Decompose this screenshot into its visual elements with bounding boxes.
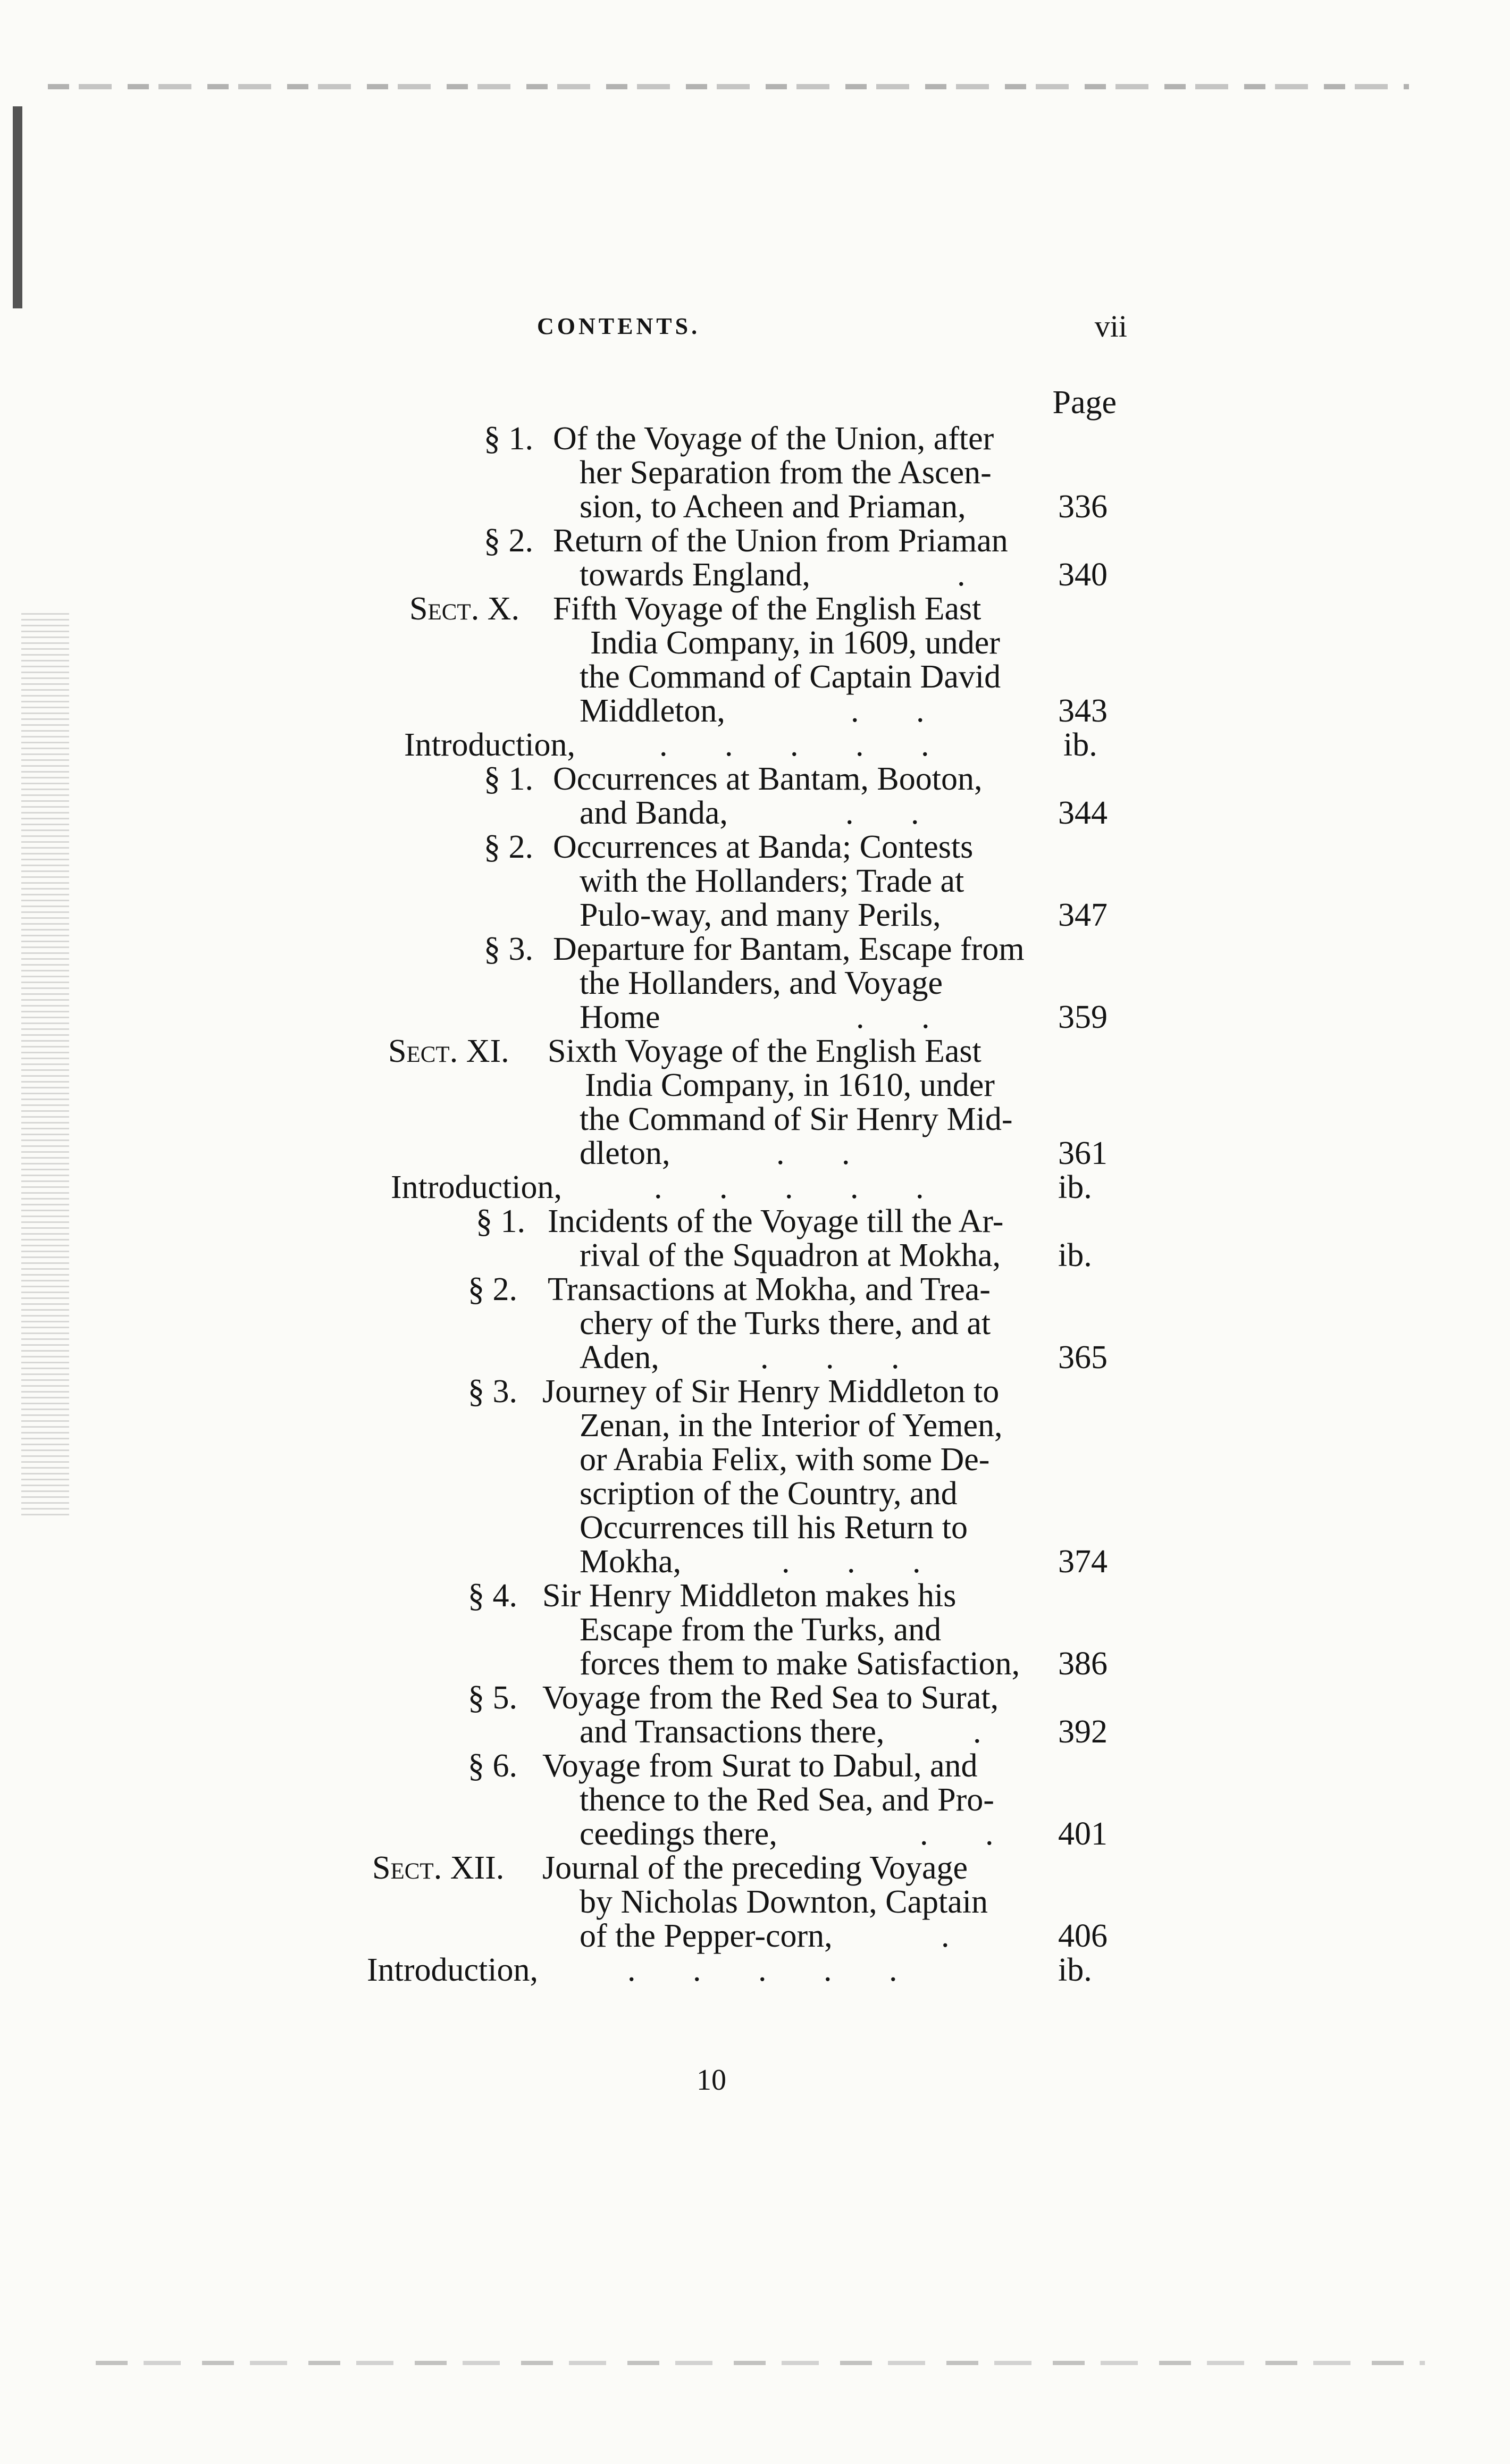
toc-text: the Hollanders, and Voyage <box>580 965 943 1001</box>
toc-line <box>0 1067 1510 1104</box>
toc-line <box>0 1271 1510 1308</box>
toc-line <box>0 1101 1510 1138</box>
toc-text: Journal of the preceding Voyage <box>542 1850 968 1886</box>
toc-page-number: 359 <box>1058 999 1108 1035</box>
toc-page-number: ib. <box>1058 1237 1092 1273</box>
toc-page-number: ib. <box>1058 1169 1092 1205</box>
toc-text: Introduction, <box>404 727 575 763</box>
toc-marker: § 3. <box>468 1373 517 1410</box>
toc-text: her Separation from the Ascen- <box>580 455 992 491</box>
toc-text: Occurrences till his Return to <box>580 1510 968 1546</box>
toc-line <box>0 658 1510 695</box>
toc-page-number: 401 <box>1058 1816 1108 1852</box>
toc-text: Of the Voyage of the Union, after <box>553 421 994 457</box>
toc-line <box>0 522 1510 559</box>
toc-page-number: 336 <box>1058 489 1108 525</box>
running-head: CONTENTS. <box>537 313 701 339</box>
toc-text: Introduction, <box>391 1169 562 1205</box>
toc-section-marker: Sect. X. <box>409 591 519 627</box>
toc-text: Home <box>580 999 660 1035</box>
toc-text: India Company, in 1610, under <box>585 1067 995 1103</box>
toc-marker: § 1. <box>484 761 533 797</box>
toc-text: Departure for Bantam, Escape from <box>553 931 1025 967</box>
toc-text: scription of the Country, and <box>580 1476 958 1512</box>
toc-line <box>0 726 1510 764</box>
toc-leader-dots: . . . <box>782 1544 945 1580</box>
toc-text: Return of the Union from Priaman <box>553 523 1008 559</box>
toc-text: towards England, <box>580 557 810 593</box>
toc-page-number: 347 <box>1058 897 1108 933</box>
toc-text: Journey of Sir Henry Middleton to <box>542 1373 1000 1410</box>
page-folio: vii <box>1094 309 1127 343</box>
toc-line <box>0 1169 1510 1206</box>
toc-marker: § 5. <box>468 1680 517 1716</box>
toc-line <box>0 999 1510 1036</box>
toc-line <box>0 1305 1510 1342</box>
toc-marker: § 1. <box>484 421 533 457</box>
toc-text: the Command of Sir Henry Mid- <box>580 1101 1013 1137</box>
toc-text: Mokha, <box>580 1544 682 1580</box>
toc-text: Middleton, <box>580 693 725 729</box>
toc-text: chery of the Turks there, and at <box>580 1305 991 1342</box>
toc-line <box>0 760 1510 798</box>
toc-line <box>0 692 1510 730</box>
toc-text: Aden, <box>580 1339 659 1376</box>
toc-marker: § 3. <box>484 931 533 967</box>
toc-text: dleton, <box>580 1135 670 1171</box>
toc-line <box>0 556 1510 593</box>
toc-text: Occurrences at Banda; Contests <box>553 829 974 865</box>
binding-edge <box>13 106 22 308</box>
toc-text: forces them to make Satisfaction, <box>580 1646 1020 1682</box>
toc-line <box>0 1033 1510 1070</box>
toc-line <box>0 1951 1510 1989</box>
toc-line <box>0 1441 1510 1478</box>
toc-text: with the Hollanders; Trade at <box>580 863 964 899</box>
toc-line <box>0 1577 1510 1614</box>
toc-page-number: 343 <box>1058 693 1108 729</box>
toc-text: Escape from the Turks, and <box>580 1612 942 1648</box>
toc-line <box>0 1339 1510 1376</box>
toc-text: the Command of Captain David <box>580 659 1001 695</box>
toc-page-number: 386 <box>1058 1646 1108 1682</box>
toc-text: of the Pepper-corn, <box>580 1918 833 1954</box>
toc-text: ceedings there, <box>580 1816 777 1852</box>
toc-text: India Company, in 1609, under <box>590 625 1000 661</box>
toc-page-number: 392 <box>1058 1714 1108 1750</box>
toc-line <box>0 624 1510 661</box>
toc-line <box>0 1373 1510 1410</box>
toc-text: Occurrences at Bantam, Booton, <box>553 761 983 797</box>
toc-text: Voyage from the Red Sea to Surat, <box>542 1680 999 1716</box>
toc-line <box>0 794 1510 832</box>
toc-marker: § 2. <box>468 1271 517 1308</box>
toc-text: sion, to Acheen and Priaman, <box>580 489 966 525</box>
toc-text: thence to the Red Sea, and Pro- <box>580 1782 994 1818</box>
toc-line <box>0 1747 1510 1784</box>
toc-text: or Arabia Felix, with some De- <box>580 1441 990 1478</box>
toc-line <box>0 420 1510 457</box>
signature-mark: 10 <box>697 2064 726 2097</box>
toc-line <box>0 1203 1510 1240</box>
toc-line <box>0 1543 1510 1580</box>
toc-leader-dots: . . . . . <box>659 727 954 763</box>
toc-line <box>0 1237 1510 1274</box>
toc-line <box>0 1917 1510 1955</box>
toc-page-number: ib. <box>1058 1952 1092 1988</box>
toc-page-number: 365 <box>1058 1339 1108 1376</box>
toc-leader-dots: . . <box>920 1816 1018 1852</box>
toc-text: rival of the Squadron at Mokha, <box>580 1237 1001 1273</box>
toc-leader-dots: . . . . . <box>627 1952 922 1988</box>
toc-line <box>0 1135 1510 1172</box>
toc-leader-dots: . . <box>845 795 944 831</box>
toc-leader-dots: . . <box>856 999 954 1035</box>
toc-line <box>0 1509 1510 1546</box>
toc-page-number: 344 <box>1058 795 1108 831</box>
toc-marker: § 2. <box>484 829 533 865</box>
toc-line <box>0 1679 1510 1716</box>
toc-page-number: 361 <box>1058 1135 1108 1171</box>
toc-line <box>0 454 1510 491</box>
toc-marker: § 1. <box>476 1203 525 1239</box>
toc-leader-dots: . <box>941 1918 974 1954</box>
toc-page-number: 406 <box>1058 1918 1108 1954</box>
toc-page-number: 374 <box>1058 1544 1108 1580</box>
toc-line <box>0 1815 1510 1853</box>
toc-line <box>0 1883 1510 1921</box>
toc-page-number: ib. <box>1063 727 1097 763</box>
toc-text: Introduction, <box>367 1952 538 1988</box>
toc-line <box>0 488 1510 525</box>
toc-line <box>0 896 1510 934</box>
toc-text: Incidents of the Voyage till the Ar- <box>548 1203 1004 1239</box>
toc-line <box>0 828 1510 866</box>
toc-leader-dots: . <box>957 557 990 593</box>
toc-leader-dots: . . . . . <box>654 1169 949 1205</box>
toc-text: Transactions at Mokha, and Trea- <box>548 1271 991 1308</box>
toc-line <box>0 862 1510 900</box>
toc-marker: § 2. <box>484 523 533 559</box>
page-column-label: Page <box>1052 384 1117 421</box>
toc-line <box>0 1781 1510 1818</box>
toc-text: Sixth Voyage of the English East <box>548 1033 981 1069</box>
toc-line <box>0 965 1510 1002</box>
toc-text: and Transactions there, <box>580 1714 885 1750</box>
toc-text: Sir Henry Middleton makes his <box>542 1578 957 1614</box>
toc-leader-dots: . <box>973 1714 1006 1750</box>
toc-line <box>0 1611 1510 1648</box>
toc-marker: § 4. <box>468 1578 517 1614</box>
toc-text: Pulo-way, and many Perils, <box>580 897 941 933</box>
toc-text: by Nicholas Downton, Captain <box>580 1884 988 1920</box>
scan-border-bottom <box>96 2361 1425 2365</box>
toc-section-marker: Sect. XI. <box>388 1033 509 1069</box>
toc-text: Zenan, in the Interior of Yemen, <box>580 1407 1003 1444</box>
toc-line <box>0 1407 1510 1444</box>
scan-border-top <box>48 84 1409 89</box>
toc-line <box>0 1713 1510 1750</box>
toc-line <box>0 931 1510 968</box>
toc-line <box>0 1475 1510 1512</box>
toc-marker: § 6. <box>468 1748 517 1784</box>
toc-section-marker: Sect. XII. <box>372 1850 505 1886</box>
toc-text: and Banda, <box>580 795 728 831</box>
toc-line <box>0 1645 1510 1682</box>
toc-page-number: 340 <box>1058 557 1108 593</box>
toc-leader-dots: . . <box>776 1135 875 1171</box>
toc-leader-dots: . . <box>851 693 949 729</box>
toc-text: Voyage from Surat to Dabul, and <box>542 1748 978 1784</box>
toc-line <box>0 1849 1510 1887</box>
toc-text: Fifth Voyage of the English East <box>553 591 981 627</box>
toc-line <box>0 590 1510 627</box>
toc-leader-dots: . . . <box>760 1339 924 1376</box>
